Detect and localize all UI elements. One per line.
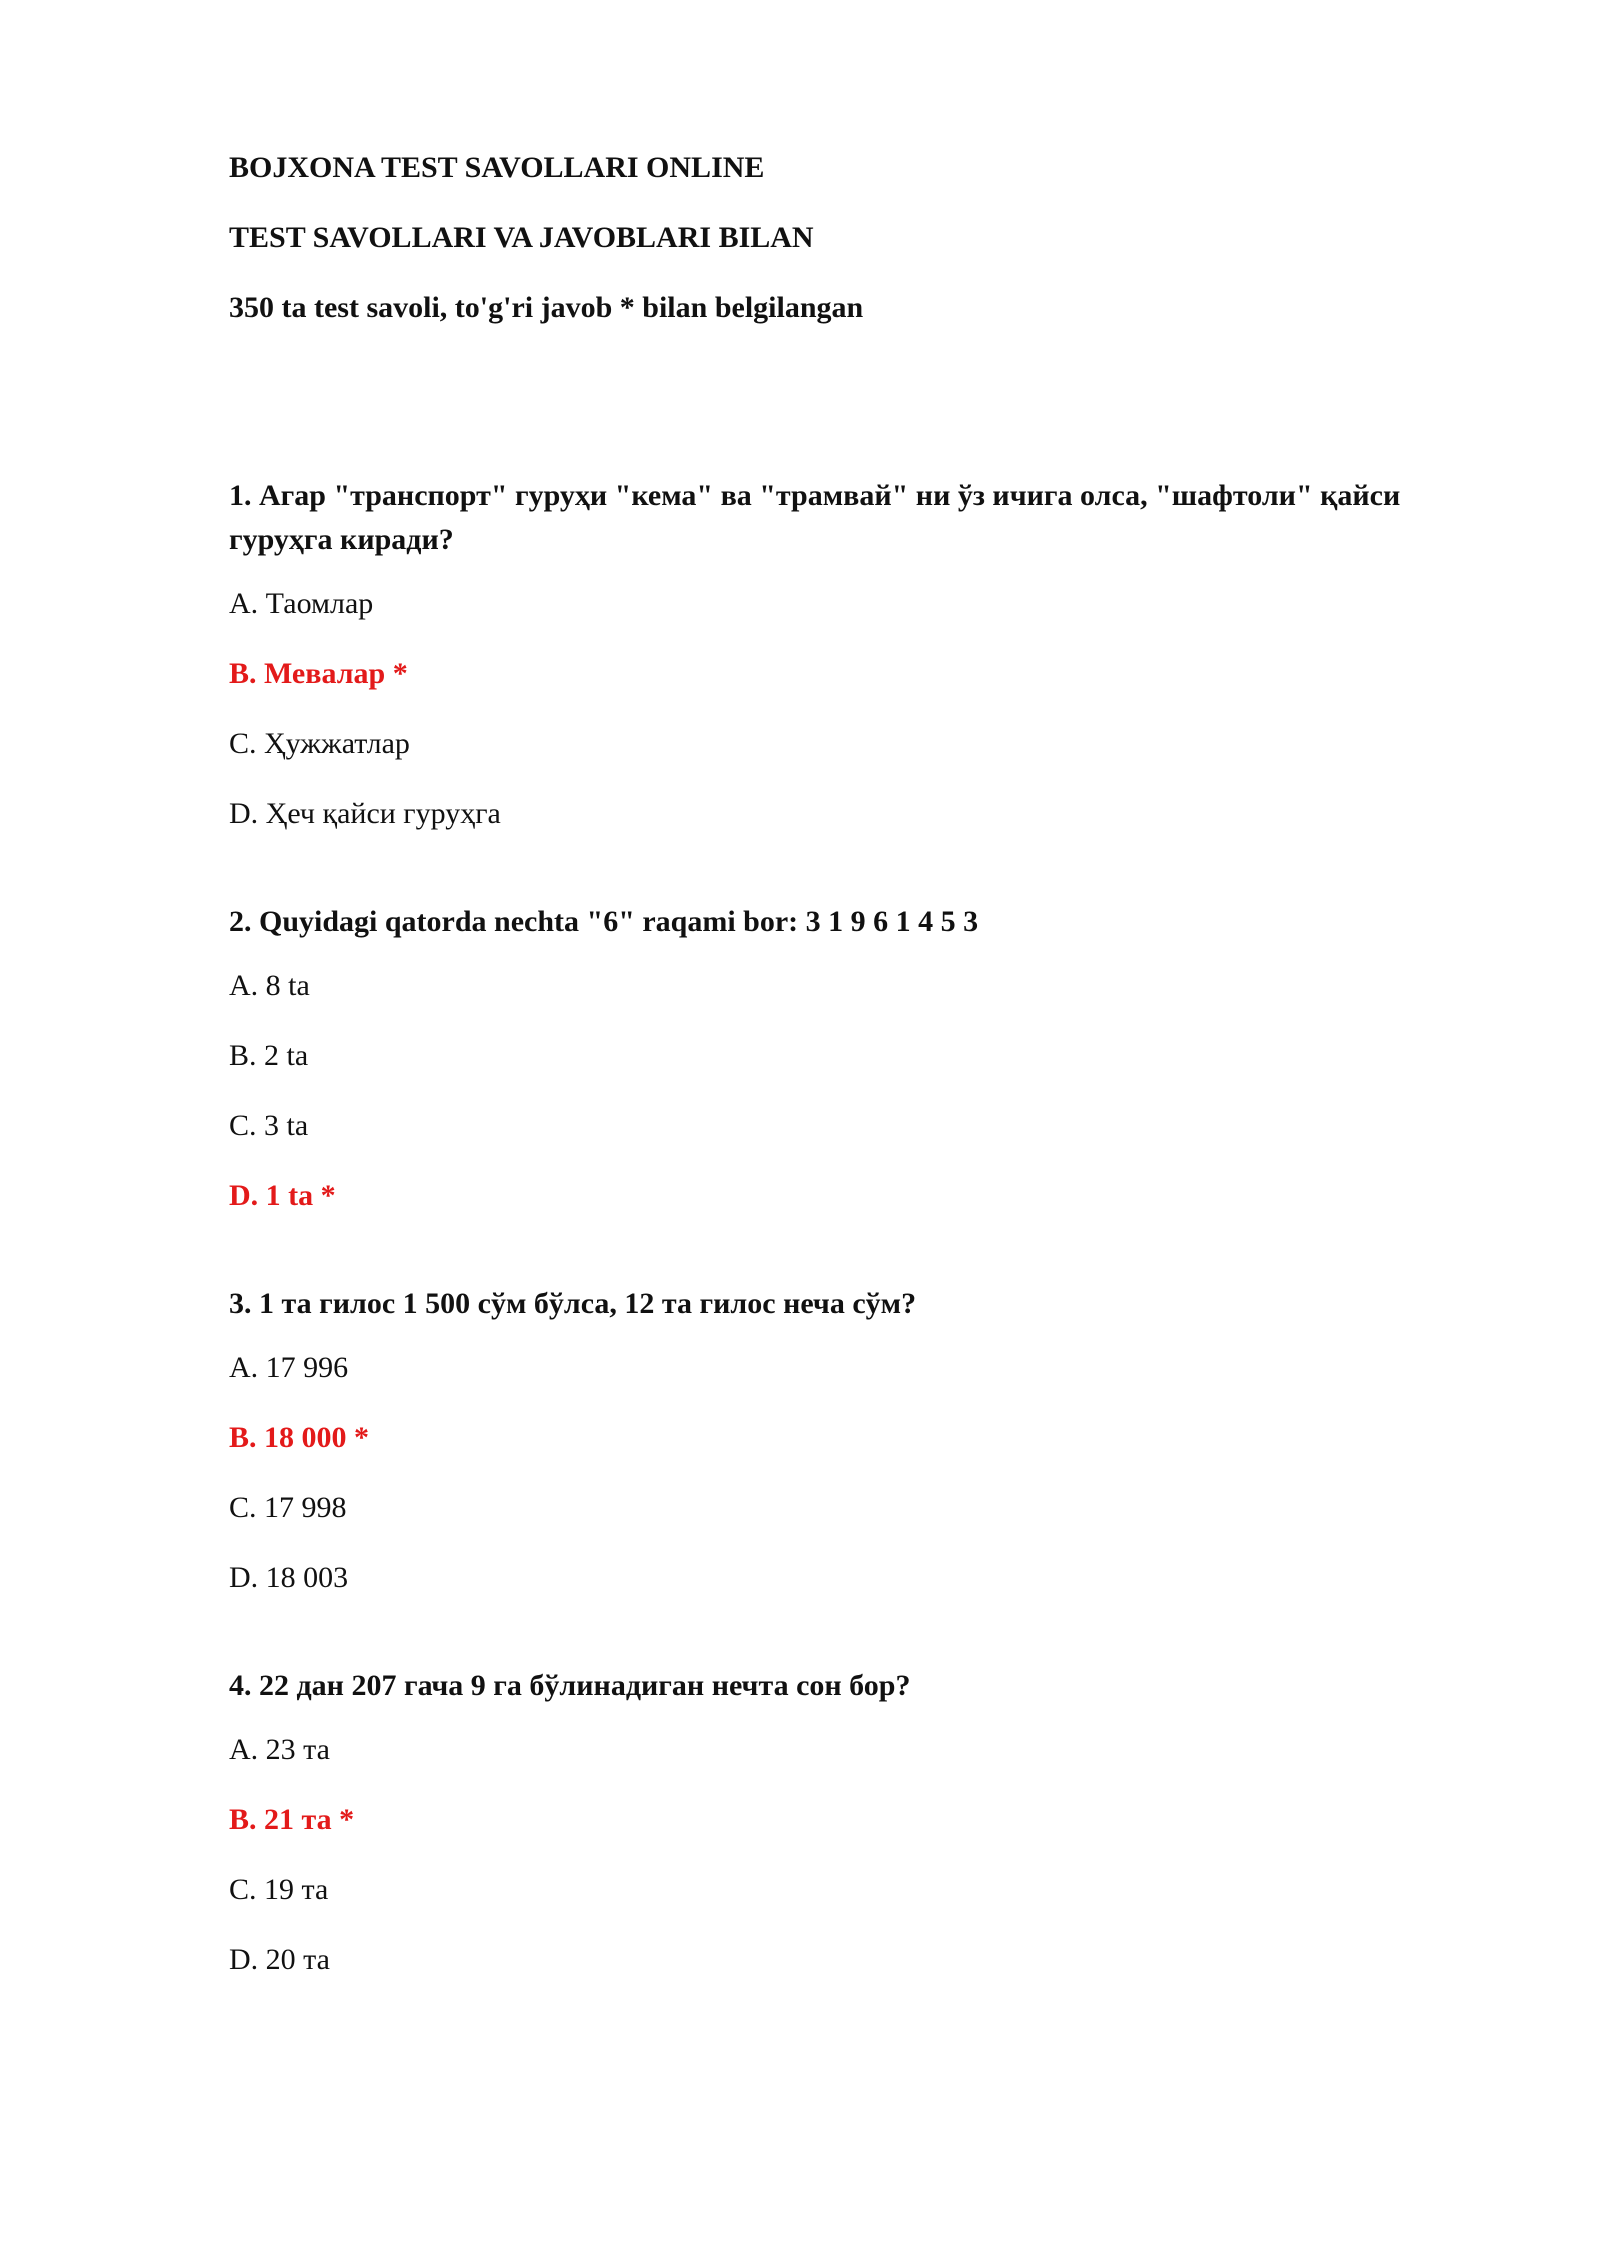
answer-option — [229, 1350, 1429, 1386]
option-text: Ҳеч қайси гуруҳга — [265, 797, 501, 830]
option-text: Мевалар — [264, 657, 386, 690]
option-letter: C . — [229, 1491, 264, 1524]
document-title: BOJXONA TEST SAVOLLARI ONLINE — [229, 151, 765, 184]
option-text: 3 ta — [264, 1109, 309, 1142]
answer-option — [229, 1732, 1429, 1768]
question-text: 2. Quyidagi qatorda nechta "6" raqami bor: 3 1 9 6 1 4 5 3 — [229, 905, 979, 938]
correct-mark: * — [320, 1179, 336, 1212]
option-letter: D . — [229, 1179, 266, 1212]
option-letter: B . — [229, 657, 264, 690]
question-2 — [229, 900, 1429, 1214]
question-list — [229, 474, 1429, 1978]
option-letter: C . — [229, 727, 264, 760]
answer-option-correct — [229, 1802, 1429, 1838]
document-subtitle: TEST SAVOLLARI VA JAVOBLARI BILAN — [229, 221, 814, 254]
option-text: Таомлар — [265, 587, 374, 620]
option-text: 19 та — [264, 1873, 329, 1906]
question-text: 4. 22 дан 207 гача 9 га бўлинадиган нечта сон бор? — [229, 1669, 911, 1702]
option-text: 21 та — [264, 1803, 332, 1836]
option-letter: A . — [229, 587, 266, 620]
option-text: 8 ta — [265, 969, 310, 1002]
option-text: 18 003 — [265, 1561, 349, 1594]
question-3 — [229, 1282, 1429, 1596]
option-text: 17 996 — [265, 1351, 349, 1384]
option-text: 18 000 — [264, 1421, 347, 1454]
correct-mark: * — [354, 1421, 370, 1454]
option-letter: B . — [229, 1039, 264, 1072]
answer-option — [229, 1942, 1429, 1978]
answer-option — [229, 586, 1429, 622]
question-text: 1. Агар "транспорт" гуруҳи "кема" ва "трамвай" ни ўз ичига олса, "шафтоли" қайси гуруҳга киради? — [229, 479, 1401, 556]
option-letter: C . — [229, 1873, 264, 1906]
option-text: 17 998 — [264, 1491, 347, 1524]
answer-option — [229, 796, 1429, 832]
answer-option — [229, 726, 1429, 762]
question-text: 3. 1 та гилос 1 500 сўм бўлса, 12 та гилос неча сўм? — [229, 1287, 917, 1320]
option-text: 20 та — [265, 1943, 330, 1976]
answer-option — [229, 1490, 1429, 1526]
option-letter: D . — [229, 1943, 266, 1976]
question-4 — [229, 1664, 1429, 1978]
option-letter: A . — [229, 1733, 266, 1766]
option-letter: B . — [229, 1803, 264, 1836]
answer-option — [229, 1872, 1429, 1908]
answer-option-correct — [229, 1420, 1429, 1456]
correct-mark: * — [392, 657, 408, 690]
option-letter: C . — [229, 1109, 264, 1142]
document-content — [229, 150, 1429, 1978]
correct-mark: * — [339, 1803, 355, 1836]
answer-option — [229, 1038, 1429, 1074]
answer-option — [229, 1560, 1429, 1596]
answer-option-correct — [229, 656, 1429, 692]
option-letter: A . — [229, 1351, 266, 1384]
option-text: 23 та — [265, 1733, 330, 1766]
option-text: 1 ta — [265, 1179, 314, 1212]
question-1 — [229, 474, 1429, 832]
option-text: Ҳужжатлар — [264, 727, 410, 760]
option-text: 2 ta — [264, 1039, 309, 1072]
option-letter: A . — [229, 969, 266, 1002]
option-letter: D . — [229, 1561, 266, 1594]
option-letter: B . — [229, 1421, 264, 1454]
answer-option — [229, 1108, 1429, 1144]
answer-option-correct — [229, 1178, 1429, 1214]
option-letter: D . — [229, 797, 266, 830]
document-note: 350 ta test savoli, to'g'ri javob * bilan belgilangan — [229, 291, 864, 324]
answer-option — [229, 968, 1429, 1004]
